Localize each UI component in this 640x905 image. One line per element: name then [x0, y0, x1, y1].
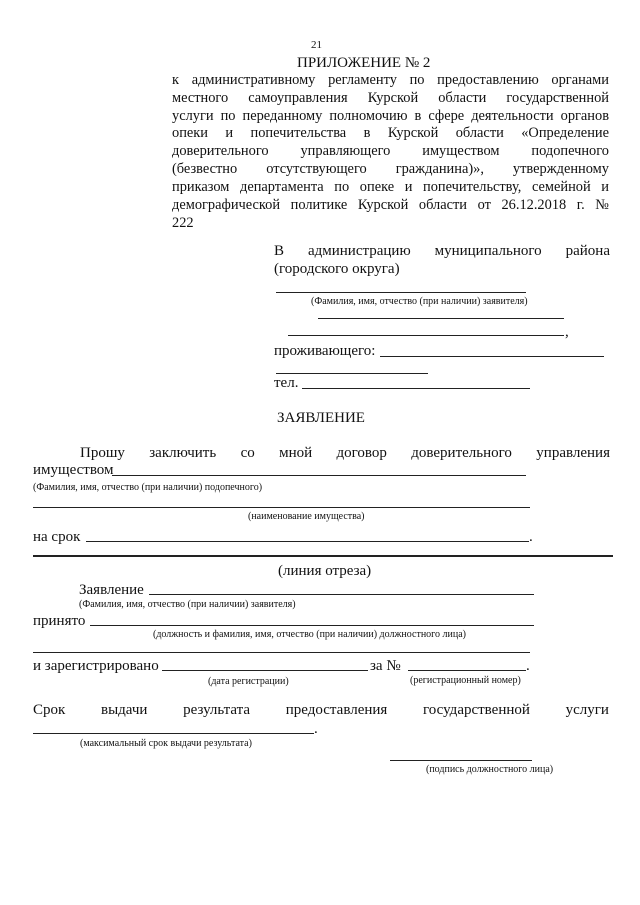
deadline-word: результата [183, 702, 251, 718]
request-line [80, 446, 610, 461]
number-period: . [526, 658, 530, 674]
ward-caption: (Фамилия, имя, отчество (при наличии) подопечного) [33, 482, 263, 493]
signature-field[interactable] [390, 760, 532, 761]
official-field[interactable] [90, 625, 534, 626]
statement-title: ЗАЯВЛЕНИЕ [277, 410, 365, 426]
property-label: имуществом [33, 462, 114, 478]
request-word: со [240, 445, 255, 461]
appendix-line: (безвестно отсутствующего гражданина)», утвержденному [172, 161, 609, 177]
request-word: управления [536, 445, 610, 461]
ward-name-field[interactable] [112, 475, 526, 476]
deadline-word: предоставления [285, 702, 388, 718]
cut-line-label: (линия отреза) [278, 563, 372, 579]
number-label: за № [370, 658, 401, 674]
registered-label: и зарегистрировано [33, 658, 159, 674]
addressee-word: района [565, 243, 610, 259]
deadline-word: услуги [565, 702, 609, 718]
addressee-word: администрацию [307, 243, 411, 259]
deadline-field[interactable] [33, 733, 314, 734]
addressee-word: муниципального [434, 243, 542, 259]
deadline-caption: (максимальный срок выдачи результата) [80, 738, 252, 749]
registration-date-field[interactable] [162, 670, 368, 671]
applicant-caption: (Фамилия, имя, отчество (при наличии) заявителя) [311, 296, 528, 307]
receipt-applicant-field[interactable] [149, 594, 534, 595]
request-word: заключить [149, 445, 217, 461]
appendix-line: услуги по переданному полномочию в сфере деятельности органов [172, 108, 609, 124]
receipt-applicant-caption: (Фамилия, имя, отчество (при наличии) заявителя) [79, 599, 296, 610]
addressee-word: В [274, 243, 285, 259]
addressee-line-1 [274, 244, 610, 259]
appendix-line: приказом департамента по опеке и попечительству, семейной и [172, 179, 609, 195]
request-word: доверительного [411, 445, 512, 461]
signature-caption: (подпись должностного лица) [426, 764, 554, 775]
phone-label: тел. [274, 375, 299, 391]
property-caption: (наименование имущества) [248, 511, 365, 522]
appendix-line: доверительного управляющего имуществом подопечного [172, 143, 609, 159]
request-word: договор [336, 445, 387, 461]
appendix-line: местного самоуправления Курской области государственной [172, 90, 609, 106]
cut-line [33, 555, 613, 557]
official-field-2[interactable] [33, 652, 530, 653]
page-number: 21 [311, 39, 322, 51]
appendix-title: ПРИЛОЖЕНИЕ № 2 [297, 55, 431, 71]
term-label: на срок [33, 529, 81, 545]
receipt-statement-label: Заявление [79, 582, 144, 598]
appendix-line: опеки и попечительства в Курской области «Определение [172, 125, 609, 141]
residing-field[interactable] [380, 356, 604, 357]
residing-label: проживающего: [274, 343, 376, 359]
applicant-name-field-2[interactable] [318, 318, 564, 319]
registration-number-field[interactable] [408, 670, 526, 671]
accepted-label: принято [33, 613, 86, 629]
reg-number-caption: (регистрационный номер) [410, 675, 521, 686]
term-field[interactable] [86, 541, 529, 542]
deadline-word: государственной [423, 702, 530, 718]
applicant-name-field[interactable] [276, 292, 526, 293]
appendix-line: к административному регламенту по предоставлению органами [172, 72, 609, 88]
appendix-line: 222 [172, 215, 194, 231]
phone-field[interactable] [302, 388, 530, 389]
addressee-line-2: (городского округа) [274, 261, 400, 277]
date-caption: (дата регистрации) [208, 676, 289, 687]
official-caption: (должность и фамилия, имя, отчество (при наличии) должностного лица) [153, 629, 466, 640]
property-name-field[interactable] [33, 507, 530, 508]
applicant-comma: , [565, 324, 569, 340]
request-word: Прошу [80, 445, 125, 461]
term-period: . [529, 529, 533, 545]
deadline-word: выдачи [101, 702, 148, 718]
applicant-name-field-3[interactable] [288, 335, 564, 336]
appendix-line: демографической политике Курской области от 26.12.2018 г. № [172, 197, 609, 213]
request-word: мной [279, 445, 313, 461]
deadline-word: Срок [33, 702, 66, 718]
deadline-line [33, 703, 609, 718]
deadline-period: . [314, 721, 318, 737]
residing-field-2[interactable] [276, 373, 428, 374]
